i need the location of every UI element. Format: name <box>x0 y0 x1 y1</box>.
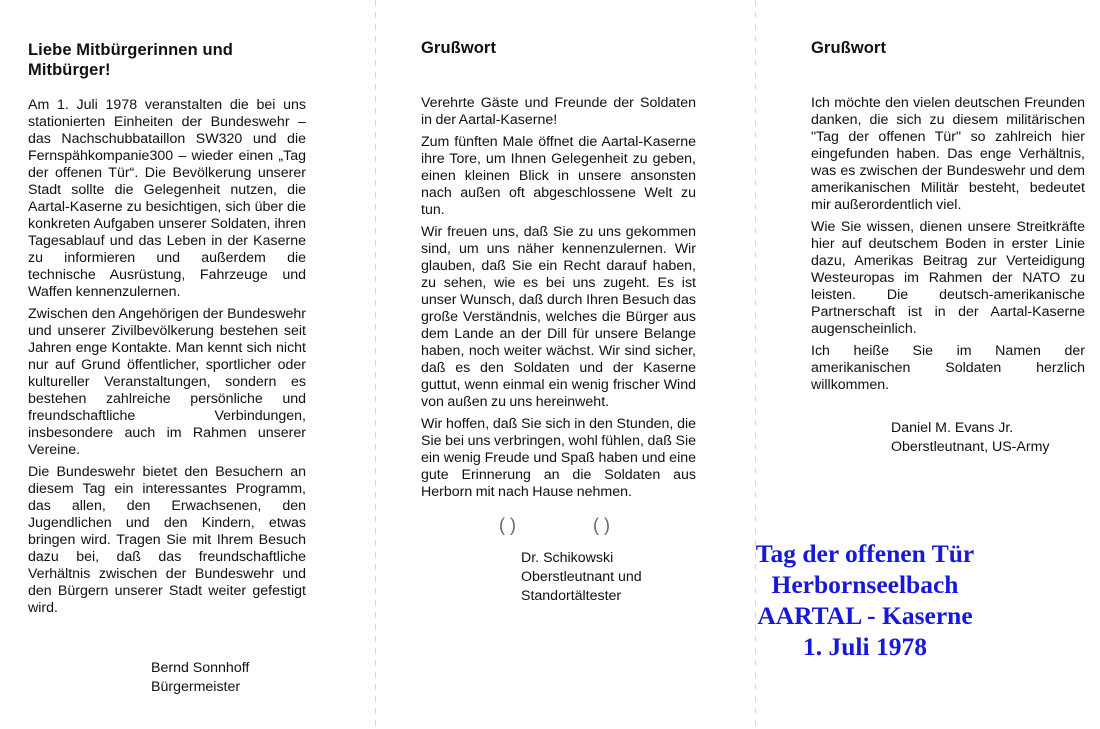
heading-line: Grußwort <box>421 39 497 57</box>
event-title-line: Tag der offenen Tür <box>755 539 975 568</box>
event-title-block <box>715 538 1015 662</box>
paragraph: Wie Sie wissen, dienen unsere Streitkräfte hier auf deutschem Boden in erster Linie dazu, Amerikas Beitrag zur Verteidigung Westeuropas im Rahmen der NATO zu leisten. Die deutsch-amerikanische Partnerschaft ist in der Aartal-Kaserne augenscheinlich. <box>811 219 1085 337</box>
heading-line: Grußwort <box>811 39 887 57</box>
paragraph: Zum fünften Male öffnet die Aartal-Kaserne ihre Tore, um Ihnen Gelegenheit zu geben, einen kleinen Blick in unsere ansonsten nach außen oft abgeschlossene Welt zu tun. <box>421 134 696 218</box>
signature-title: Bürgermeister <box>151 679 241 695</box>
signature-name: Dr. Schikowski <box>521 550 614 566</box>
event-date-line: 1. Juli 1978 <box>803 632 927 661</box>
heading-line: Mitbürger! <box>28 61 111 79</box>
paragraph: Wir freuen uns, daß Sie zu uns gekommen sind, um uns näher kennenzulernen. Wir glauben, daß Sie ein Recht darauf haben, zu sehen, wie es bei uns zugeht. Es ist unser Wunsch, daß durch Ihren Besuch das große Verständnis, welches die Bürger aus dem Lande an der Dill für unsere Belange haben, noch weiter wächst. Wir sind sicher, daß es den Soldaten und der Kaserne guttut, wenn einmal ein wenig frischer Wind von außen zu uns hereinweht. <box>421 224 696 410</box>
fold-line-left <box>375 0 376 729</box>
scan-mark: ( ) <box>499 515 516 535</box>
signature-name: Bernd Sonnhoff <box>151 660 250 676</box>
signature-us-army <box>891 419 1049 457</box>
heading-grusswort-1 <box>421 38 496 58</box>
paragraph: Zwischen den Angehörigen der Bundeswehr und unserer Zivilbevölkerung bestehen seit Jahren enge Kontakte. Man kennt sich nicht nur auf Grund öffentlicher, sportlicher oder kultureller Veranstaltungen, sondern es bestehen zahlreiche persönliche und freundschaftliche Verbindungen, insbesondere auch im Rahmen unserer Vereine. <box>28 306 306 458</box>
heading-buergermeister <box>28 40 233 80</box>
signature-title: Oberstleutnant und <box>521 569 642 585</box>
signature-standortaeltester <box>521 549 642 606</box>
paragraph: Ich heiße Sie im Namen der amerikanischen Soldaten herzlich willkommen. <box>811 343 1085 393</box>
signature-name: Daniel M. Evans Jr. <box>891 420 1014 436</box>
event-venue-line: AARTAL - Kaserne <box>757 601 973 630</box>
signature-title: Oberstleutnant, US-Army <box>891 439 1050 455</box>
paragraph: Die Bundeswehr bietet den Besuchern an diesem Tag ein interessantes Programm, das allen, den Erwachsenen, den Jugendlichen und den Kindern, etwas bringen wird. Tragen Sie mit Ihrem Besuch dazu bei, daß das freundschaftliche Verhältnis zwischen der Bundeswehr und den Bürgern unserer Stadt weiter gefestigt wird. <box>28 464 306 616</box>
paragraph: Wir hoffen, daß Sie sich in den Stunden, die Sie bei uns verbringen, wohl fühlen, daß Sie ein wenig Freude und Spaß haben und eine gute Erinnerung an die Soldaten aus Herborn mit nach Hause nehmen. <box>421 416 696 500</box>
body-text-buergermeister <box>28 97 306 622</box>
scan-mark: ( ) <box>593 515 610 535</box>
event-location-line: Herbornseelbach <box>771 570 959 599</box>
paragraph: Verehrte Gäste und Freunde der Soldaten in der Aartal-Kaserne! <box>421 95 696 128</box>
heading-grusswort-2 <box>811 38 886 58</box>
heading-line: Liebe Mitbürgerinnen und <box>28 41 233 59</box>
body-text-us-army <box>811 95 1085 399</box>
signature-title: Standortältester <box>521 588 622 604</box>
paragraph: Am 1. Juli 1978 veranstalten die bei uns stationierten Einheiten der Bundeswehr – das Nachschubbataillon SW320 und die Fernspähkompanie300 – wieder einen „Tag der offenen Tür“. Die Bevölkerung unserer Stadt sollte die Gelegenheit nutzen, die Aartal-Kaserne zu besichtigen, sich über die konkreten Aufgaben unserer Soldaten, ihren Tagesablauf und das Leben in der Kaserne zu informieren und außerdem die technische Ausrüstung, Fahrzeuge und Waffen kennenzulernen. <box>28 97 306 300</box>
signature-buergermeister <box>151 659 249 697</box>
paragraph: Ich möchte den vielen deutschen Freunden danken, die sich zu diesem militärischen "Tag der offenen Tür" so zahlreich hier eingefunden haben. Das enge Verhältnis, was es zwischen der Bundeswehr und dem amerikanischen Militär besteht, bedeutet mir außerordentlich viel. <box>811 95 1085 213</box>
body-text-standortaeltester <box>421 95 696 506</box>
